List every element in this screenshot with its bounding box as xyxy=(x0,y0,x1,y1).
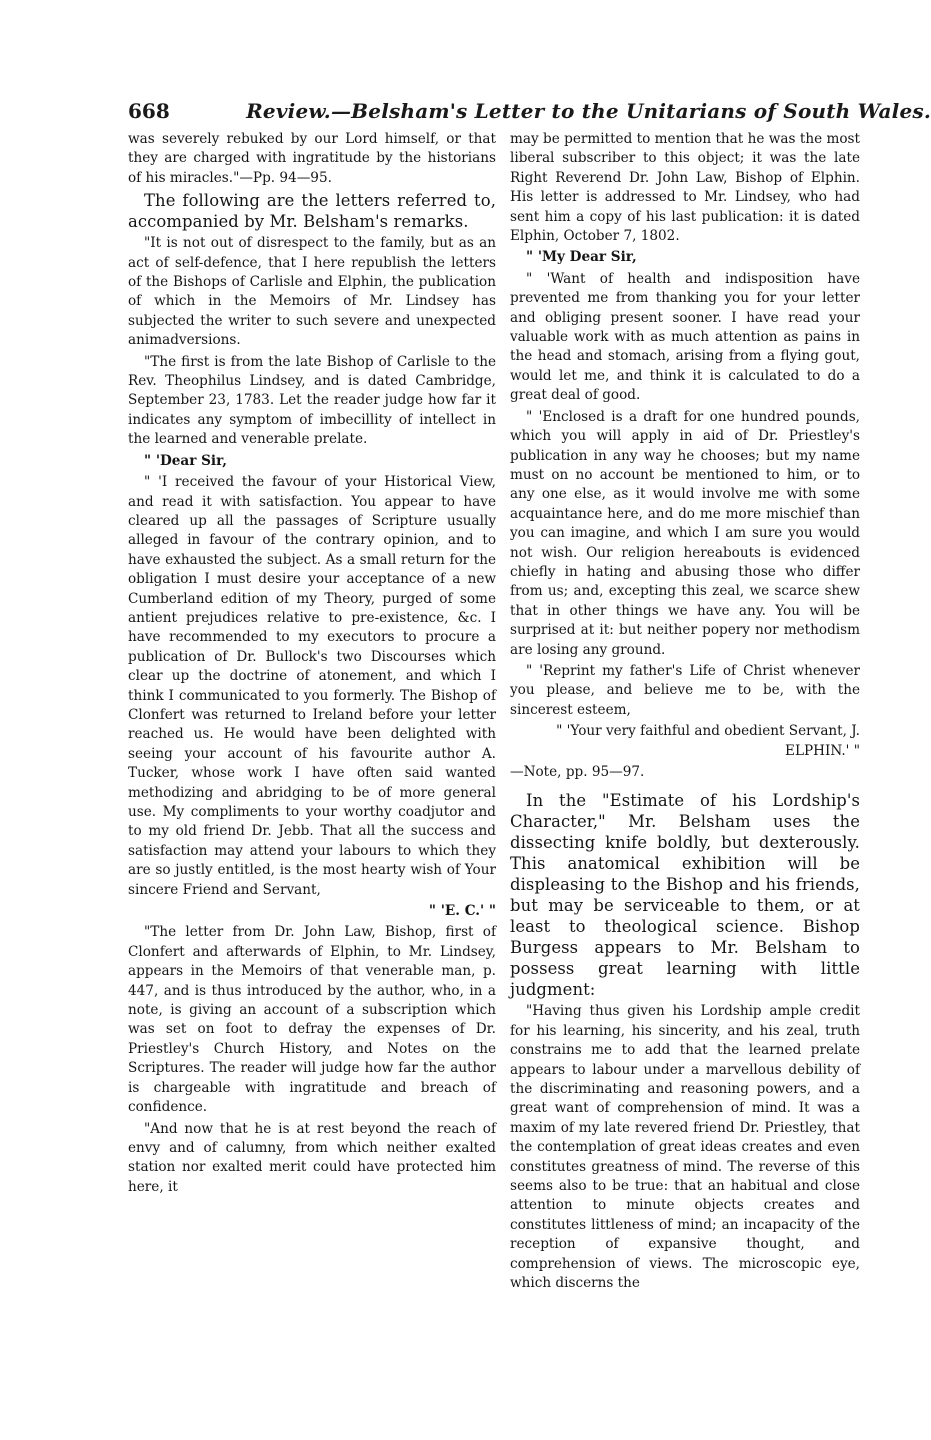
right-column xyxy=(510,130,860,1380)
note-reference: —Note, pp. 95—97. xyxy=(510,764,645,780)
paragraph: was severely rebuked by our Lord himself, or that they are charged with ingratitude by the historians of his miracles."—Pp. 94—95. xyxy=(128,131,496,186)
page-number: 668 xyxy=(128,99,170,123)
paragraph: "It is not out of disrespect to the family, but as an act of self-defence, that I here republish the letters of the Bishops of Carlisle and Elphin, the publication of which in the Memoirs of Mr. Lindsey has subjected the writer to such severe and unexpected animadversions. xyxy=(128,235,496,349)
paragraph: "Having thus given his Lordship ample credit for his learning, his sincerity, and his zeal, truth constrains me to add that the learned prelate appears to labour under a marvellous debility of the discriminating and reasoning powers, and a great want of comprehension of mind. It was a maxim of my late revered friend Dr. Priestley, that the contemplation of great ideas creates and even constitutes greatness of mind. The reverse of this seems also to be true: that an habitual and close attention to minute objects creates and constitutes littleness of mind; an incapacity of the reception of expansive thought, and comprehension of views. The microscopic eye, which discerns the xyxy=(510,1003,860,1292)
letter-salutation: " 'Dear Sir, xyxy=(144,452,228,469)
paragraph: " 'I received the favour of your Historical View, and read it with satisfaction. You appear to have cleared up all the passages of Scripture usually alleged in favour of the contrary opinion, and to have exhausted the subject. As a small return for the obligation I must desire your acceptance of a new Cumberland edition of my Theory, purged of some antient prejudices relative to pre-existence, &c. I have recommended to my executors to procure a publication of Dr. Bullock's two Discourses which clear up the doctrine of atonement, and which I think I communicated to you formerly. The Bishop of Clonfert was returned to Ireland before your letter reached us. He would have been delighted with seeing your account of his favourite author A. Tucker, whose work I have often said wanted methodizing and abridging to be of more general use. My compliments to your worthy coadjutor and to my old friend Dr. Jebb. That all the success and satisfaction may attend your labours to which they are so justly entitled, is the most hearty wish of Your sincere Friend and Servant, xyxy=(128,474,496,898)
paragraph: " 'Want of health and indisposition have prevented me from thanking you for your letter and obliging present sooner. I have read your valuable work with as much attention as pains in the head and stomach, arising from a flying gout, would let me, and think it is calculated to do a great deal of good. xyxy=(510,270,860,404)
running-title: Review.—Belsham's Letter to the Unitarians of South Wales. xyxy=(246,99,931,123)
paragraph: "The letter from Dr. John Law, Bishop, first of Clonfert and afterwards of Elphin, to Mr. Lindsey, appears in the Memoirs of that venerable man, p. 447, and is thus introduced by the author, who, in a note, is giving an account of a subscription which was set on foot to defray the expenses of Dr. Priestley's Church History, and Notes on the Scriptures. The reader will judge how far the author is chargeable with ingratitude and breach of confidence. xyxy=(128,924,496,1116)
paragraph: In the "Estimate of his Lordship's Character," Mr. Belsham uses the dissecting knife boldly, but dexterously. This anatomical exhibition will be displeasing to the Bishop and his friends, but may be serviceable to them, or at least to theological science. Bishop Burgess appears to Mr. Belsham to possess great learning with little judgment: xyxy=(510,791,860,1000)
paragraph: The following are the letters referred to, accompanied by Mr. Belsham's remarks. xyxy=(128,191,496,232)
letter-signature: " 'E. C.' " xyxy=(428,903,496,920)
paragraph: " 'Reprint my father's Life of Christ whenever you please, and believe me to be, with the sincerest esteem, xyxy=(510,662,860,718)
paragraph: "And now that he is at rest beyond the reach of envy and of calumny, from which neither exalted station nor exalted merit could have protected him here, it xyxy=(128,1120,496,1195)
paragraph: "The first is from the late Bishop of Carlisle to the Rev. Theophilus Lindsey, and is dated Cambridge, September 23, 1783. Let the reader judge how far it indicates any symptom of imbecillity of intellect in the learned and venerable prelate. xyxy=(128,353,496,448)
paragraph: " 'Enclosed is a draft for one hundred pounds, which you will apply in aid of Dr. Priestley's publication in any way he chooses; but my name must on no account be mentioned to him, or to any one else, as it would involve me with some acquaintance here, and do me more mischief than you can imagine, and which I am sure you would not wish. Our religion hereabouts is evidenced chiefly in hating and abusing those who differ from us; and, excepting this zeal, we scarce shew that in other things we have any. You will be surprised at it: but neither popery nor methodism are losing any ground. xyxy=(510,408,860,658)
running-header xyxy=(128,96,931,126)
left-column xyxy=(128,130,496,1380)
letter-salutation: " 'My Dear Sir, xyxy=(526,249,637,266)
letter-signature: " 'Your very faithful and obedient Servant, J. ELPHIN.' " xyxy=(556,723,860,759)
paragraph: may be permitted to mention that he was the most liberal subscriber to this object; it was the late Right Reverend Dr. John Law, Bishop of Elphin. His letter is addressed to Mr. Lindsey, who had sent him a copy of his last publication: it is dated Elphin, October 7, 1802. xyxy=(510,131,860,245)
